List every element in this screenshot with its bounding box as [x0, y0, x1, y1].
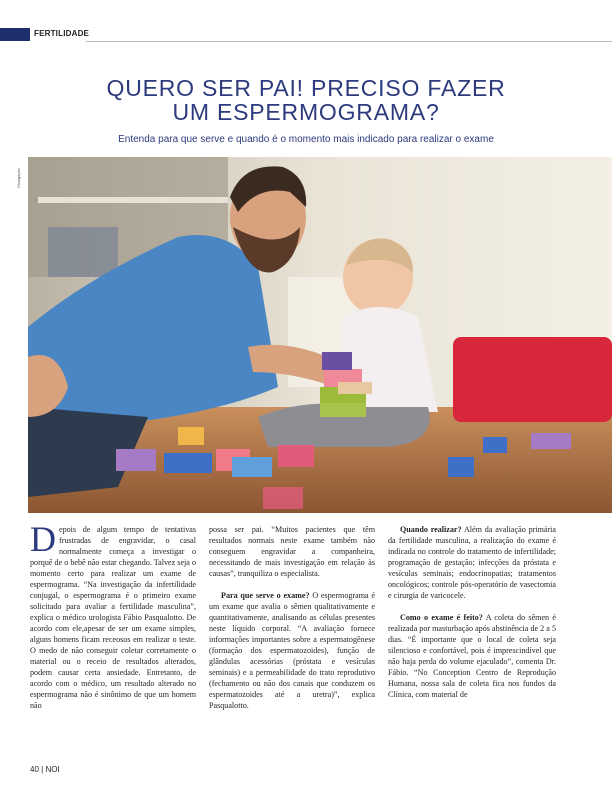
- paragraph-what-for: [209, 590, 375, 711]
- article-photo: [28, 157, 612, 513]
- photo-credit: Divulgação: [16, 168, 21, 188]
- article-column-3: [388, 524, 556, 700]
- paragraph-text: A coleta do sêmen é realizada por masturbação após abstinência de 2 a 5 dias. “É importante que o local de coleta seja silencioso e confortável, pois é imprescindível que não haja perda do volume ejaculado”, comenta Dr. Fábio. “No Conception Centro de Reprodução Humana, nossa sala de coleta fica nos fundos da Clínica, com material de: [388, 613, 556, 699]
- drop-cap: D: [30, 519, 56, 559]
- article-column-2: [209, 524, 375, 711]
- subheading-when: Quando realizar?: [400, 525, 462, 534]
- article-column-1: [30, 519, 196, 711]
- subheading-how: Como o exame é feito?: [400, 613, 483, 622]
- footer-separator: |: [41, 765, 44, 774]
- paragraph-how: [388, 612, 556, 700]
- section-divider: [86, 41, 612, 42]
- section-label: FERTILIDADE: [34, 29, 90, 38]
- intro-text: epois de algum tempo de tentativas frustradas de engravidar, o casal normalmente começa a investigar o porquê de o bebê não estar chegando. Talvez seja o momento certo para realizar um exame de espermograma. “Na investigação da infertilidade conjugal, o espermograma é o primeiro exame solicitado para avaliar a fertilidade masculina”, explica o médico urologista Fábio Pasqualotto. De acordo com ele,apesar de ser um exame simples, alguns homens ficam receosos em realizar o teste. O medo de não conseguir coletar corretamente o material ou o receio de resultados alterados, podem causar certa ansiedade. Entretanto, de acordo com o médico, um resultado alterado no espermograma não é sinônimo de que um homem não: [30, 525, 196, 710]
- article-title: [60, 76, 552, 124]
- page-footer: [30, 765, 60, 774]
- paragraph-text: O espermograma é um exame que avalia o sêmen qualitativamente e quantitativamente, analisando as células presentes neste líquido corporal. “A avaliação fornece informações importantes sobre a espermatogênese (formação dos espermatozoides), função de glândulas acessórias (próstata e vesículas seminais) e a permeabilidade do trato reprodutivo (fechamento ou não dos canais que conduzem os espermatozoides até a uretra)”, explica Pasqualotto.: [209, 591, 375, 710]
- intro-paragraph: [30, 519, 196, 711]
- paragraph-text: Além da avaliação primária da fertilidade masculina, a realização do exame é indicada no controle do tratamento de infertilidade; programação de gestação; infecções da próstata e vesículas seminais; endocrinopatias; tratamentos oncológicos; controle pós-operatório de vasectomia e cirurgia de varicocele.: [388, 525, 556, 600]
- magazine-name: NOI: [45, 765, 60, 774]
- article-subtitle: Entenda para que serve e quando é o momento mais indicado para realizar o exame: [118, 134, 494, 145]
- section-color-bar: [0, 28, 30, 41]
- title-line-2: UM ESPERMOGRAMA?: [172, 99, 440, 125]
- subheading-what-for: Para que serve o exame?: [221, 591, 310, 600]
- paragraph: possa ser pai. “Muitos pacientes que têm resultados normais neste exame também não conseguem engravidar a companheira, necessitando de mais investigação em relação às causas”, tranquiliza o especialista.: [209, 525, 375, 578]
- father-and-baby-playing-blocks-illustration: [28, 157, 612, 513]
- paragraph-when: [388, 524, 556, 601]
- page-number: 40: [30, 765, 39, 774]
- title-line-1: QUERO SER PAI! PRECISO FAZER: [106, 75, 506, 101]
